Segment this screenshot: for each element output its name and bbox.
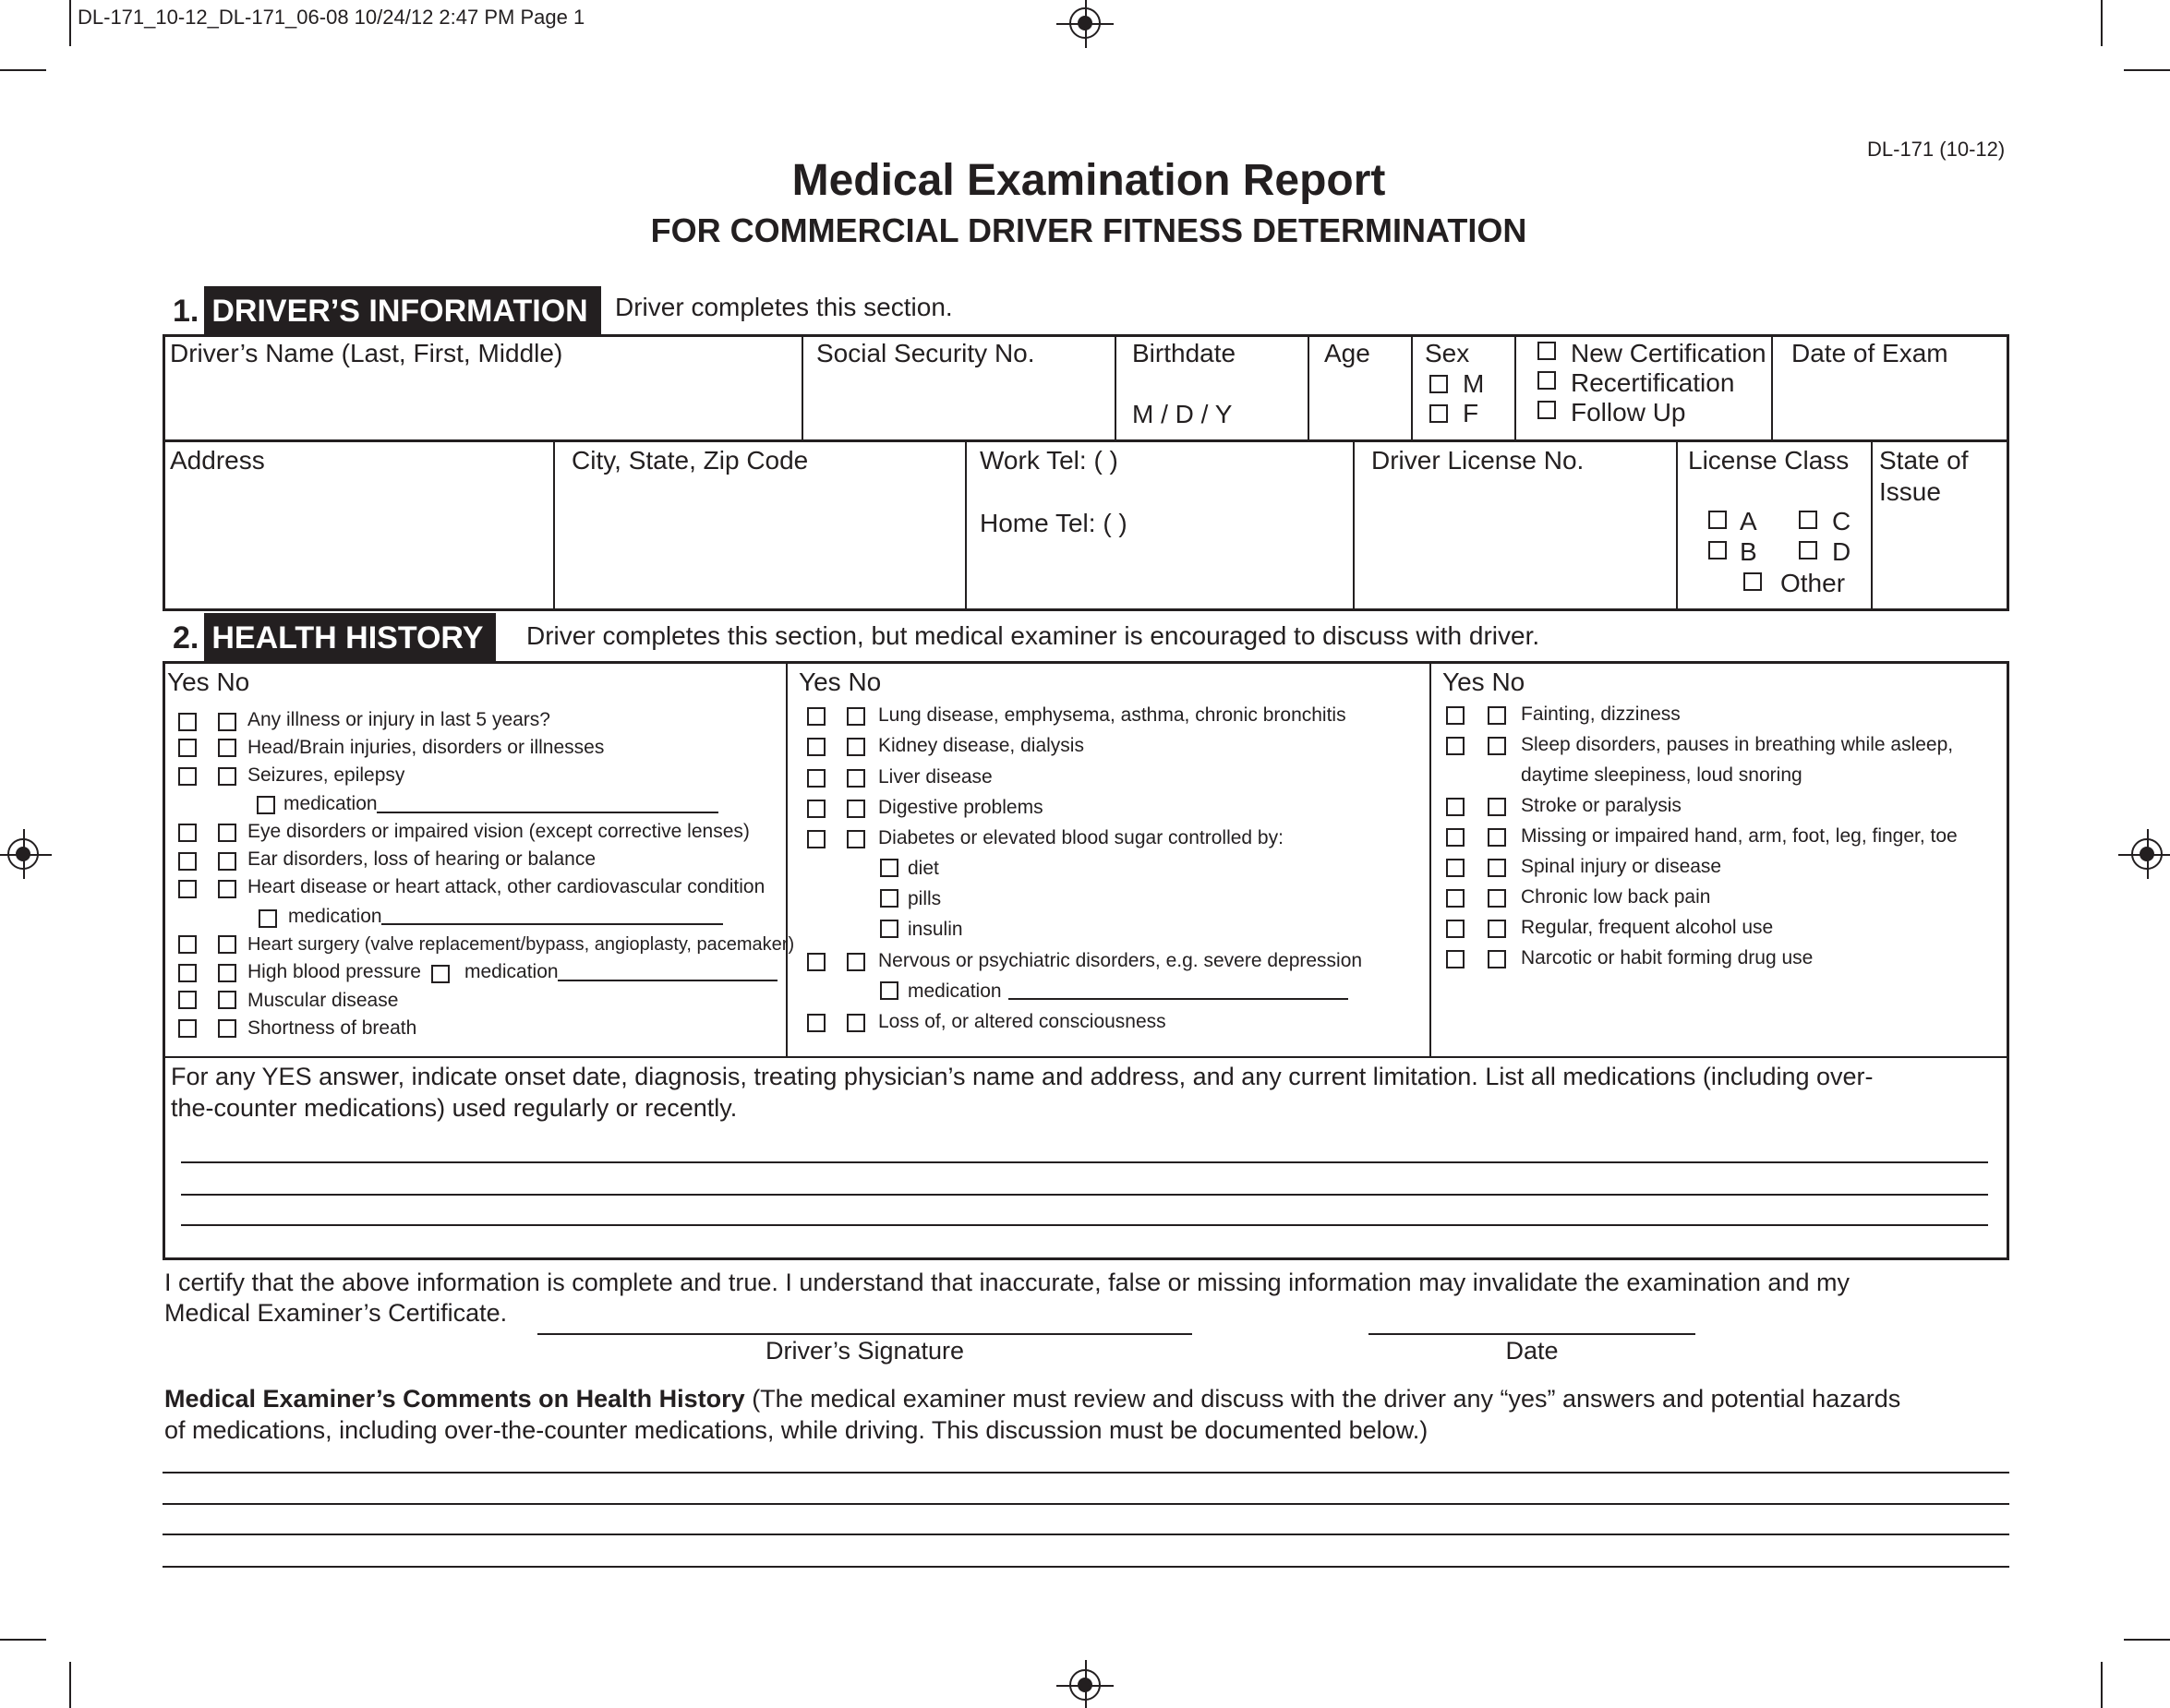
crop-mark	[69, 0, 71, 46]
divider	[1411, 334, 1413, 439]
yes-checkbox[interactable]	[1446, 889, 1465, 908]
medication-checkbox[interactable]	[259, 909, 277, 928]
sex-label: Sex	[1425, 339, 1470, 367]
birthdate-field[interactable]: Birthdate	[1132, 339, 1236, 367]
no-checkbox[interactable]	[1488, 889, 1506, 908]
divider	[163, 439, 2009, 442]
yes-checkbox[interactable]	[178, 852, 197, 871]
follow-up-label: Follow Up	[1571, 398, 1686, 427]
yes-checkbox[interactable]	[1446, 950, 1465, 968]
certification-text-2: Medical Examiner’s Certificate.	[164, 1299, 508, 1327]
medication-line[interactable]	[381, 923, 723, 925]
section2-title: HEALTH HISTORY	[211, 620, 484, 656]
section2-header	[163, 613, 496, 663]
divider	[1429, 661, 1431, 1057]
date-label: Date	[1505, 1337, 1559, 1365]
birthdate-format: M / D / Y	[1132, 400, 1233, 428]
no-checkbox[interactable]	[218, 964, 236, 982]
no-checkbox[interactable]	[847, 769, 865, 788]
form-number: DL-171 (10-12)	[1867, 138, 2006, 161]
section1-title: DRIVER’S INFORMATION	[211, 294, 588, 329]
address-field[interactable]: Address	[170, 446, 265, 475]
divider	[553, 439, 555, 611]
no-checkbox[interactable]	[847, 707, 865, 726]
comments-line[interactable]	[163, 1472, 2009, 1473]
no-checkbox[interactable]	[847, 800, 865, 818]
no-checkbox[interactable]	[1488, 798, 1506, 816]
question-label: Eye disorders or impaired vision (except corrective lenses)	[247, 821, 750, 842]
yes-checkbox[interactable]	[807, 830, 826, 848]
crop-mark	[0, 1639, 46, 1641]
pills-label: pills	[908, 888, 942, 909]
question-label: Regular, frequent alcohol use	[1521, 917, 1774, 938]
yes-checkbox[interactable]	[1446, 798, 1465, 816]
new-certification-checkbox[interactable]	[1537, 342, 1556, 360]
yes-checkbox[interactable]	[807, 953, 826, 971]
certification-text: I certify that the above information is complete and true. I understand that inaccurate, false or missing information may invalidate the examination and my	[164, 1269, 1850, 1296]
medication-checkbox[interactable]	[431, 965, 450, 983]
recertification-checkbox[interactable]	[1537, 371, 1556, 390]
home-tel-field[interactable]: Home Tel: ( )	[980, 509, 1127, 537]
divider	[1353, 439, 1355, 611]
question-label: Loss of, or altered consciousness	[878, 1011, 1166, 1032]
no-checkbox[interactable]	[847, 1014, 865, 1032]
no-checkbox[interactable]	[1488, 950, 1506, 968]
yes-checkbox[interactable]	[1446, 920, 1465, 938]
medication-checkbox[interactable]	[880, 981, 898, 1000]
no-checkbox[interactable]	[218, 1019, 236, 1038]
divider	[163, 1056, 2009, 1058]
comments-line[interactable]	[163, 1534, 2009, 1535]
examiner-comments-heading	[164, 1383, 1900, 1414]
question-label: Kidney disease, dialysis	[878, 735, 1084, 756]
class-c-label: C	[1832, 507, 1851, 535]
question-label: Heart surgery (valve replacement/bypass, angioplasty, pacemaker)	[247, 934, 795, 955]
section2-number: 2.	[163, 613, 204, 663]
state-of-issue-field[interactable]: State of	[1879, 446, 1969, 475]
drivers-name-field[interactable]: Driver’s Name (Last, First, Middle)	[170, 339, 563, 367]
section1-header	[163, 286, 601, 336]
question-label: Seizures, epilepsy	[247, 764, 405, 786]
class-a-checkbox[interactable]	[1708, 511, 1727, 529]
no-checkbox[interactable]	[218, 739, 236, 757]
no-checkbox[interactable]	[218, 824, 236, 842]
yes-checkbox[interactable]	[807, 769, 826, 788]
sex-m-label: M	[1463, 369, 1485, 398]
no-checkbox[interactable]	[1488, 828, 1506, 847]
medication-line[interactable]	[558, 980, 778, 981]
class-b-label: B	[1740, 537, 1757, 566]
divider	[1771, 334, 1773, 439]
medication-line[interactable]	[377, 812, 718, 813]
page-subtitle: FOR COMMERCIAL DRIVER FITNESS DETERMINATION	[650, 211, 1527, 249]
yes-answer-instructions-2: the-counter medications) used regularly or recently.	[171, 1094, 738, 1122]
yes-checkbox[interactable]	[1446, 828, 1465, 847]
sex-f-label: F	[1463, 399, 1479, 427]
medication-line[interactable]	[1008, 998, 1348, 1000]
question-label: Any illness or injury in last 5 years?	[247, 709, 550, 730]
pills-checkbox[interactable]	[880, 889, 898, 908]
insulin-checkbox[interactable]	[880, 920, 898, 938]
yes-answer-instructions: For any YES answer, indicate onset date, diagnosis, treating physician’s name and address, and any current limitation. List all medications (including over-	[171, 1063, 1874, 1090]
comments-line[interactable]	[163, 1503, 2009, 1505]
divider	[965, 439, 967, 611]
medication-label: medication	[288, 906, 382, 927]
class-d-checkbox[interactable]	[1799, 541, 1817, 559]
no-checkbox[interactable]	[847, 738, 865, 756]
crop-mark	[0, 69, 46, 71]
registration-mark	[1069, 1669, 1101, 1701]
examiner-comments-title: Medical Examiner’s Comments on Health History	[164, 1385, 745, 1413]
yes-no-header: Yes No	[799, 668, 882, 696]
divider	[1115, 334, 1116, 439]
yes-checkbox[interactable]	[178, 767, 197, 786]
yes-checkbox[interactable]	[178, 739, 197, 757]
crop-mark	[2101, 1662, 2103, 1708]
divider	[1871, 439, 1873, 611]
registration-mark	[2131, 838, 2163, 870]
yes-checkbox[interactable]	[178, 964, 197, 982]
question-label: Ear disorders, loss of hearing or balance	[247, 848, 597, 870]
age-field[interactable]: Age	[1324, 339, 1370, 367]
question-label-continued: daytime sleepiness, loud snoring	[1521, 764, 1802, 786]
yes-checkbox[interactable]	[178, 991, 197, 1009]
divider	[1308, 334, 1309, 439]
follow-up-checkbox[interactable]	[1537, 401, 1556, 419]
explanation-line[interactable]	[181, 1161, 1988, 1163]
crop-mark	[2101, 0, 2103, 46]
examiner-comments-text-2: of medications, including over-the-counter medications, while driving. This discussion must be documented below.)	[164, 1416, 1429, 1444]
question-label: Heart disease or heart attack, other cardiovascular condition	[247, 876, 766, 897]
question-label: Missing or impaired hand, arm, foot, leg, finger, toe	[1521, 825, 1958, 847]
no-checkbox[interactable]	[847, 830, 865, 848]
comments-line[interactable]	[163, 1566, 2009, 1568]
class-other-checkbox[interactable]	[1743, 572, 1762, 591]
medication-label: medication	[464, 961, 559, 982]
no-checkbox[interactable]	[1488, 706, 1506, 725]
question-label: Sleep disorders, pauses in breathing while asleep,	[1521, 734, 1954, 755]
no-checkbox[interactable]	[218, 991, 236, 1009]
date-of-exam-field[interactable]: Date of Exam	[1791, 339, 1948, 367]
section1-number: 1.	[163, 286, 204, 336]
question-label: Muscular disease	[247, 990, 399, 1011]
signature-label: Driver’s Signature	[765, 1337, 965, 1365]
yes-checkbox[interactable]	[807, 1014, 826, 1032]
insulin-label: insulin	[908, 919, 963, 940]
diet-label: diet	[908, 858, 939, 879]
registration-mark	[7, 838, 39, 870]
class-a-label: A	[1740, 507, 1757, 535]
yes-no-header: Yes No	[167, 668, 250, 696]
question-label: Head/Brain injuries, disorders or illnesses	[247, 737, 605, 758]
crop-mark	[2124, 1639, 2170, 1641]
question-label: Diabetes or elevated blood sugar controlled by:	[878, 827, 1284, 848]
yes-checkbox[interactable]	[178, 935, 197, 954]
question-label: Lung disease, emphysema, asthma, chronic bronchitis	[878, 704, 1346, 726]
no-checkbox[interactable]	[218, 852, 236, 871]
license-class-label: License Class	[1688, 446, 1850, 475]
class-c-checkbox[interactable]	[1799, 511, 1817, 529]
ssn-field[interactable]: Social Security No.	[816, 339, 1035, 367]
medication-label: medication	[908, 980, 1002, 1002]
no-checkbox[interactable]	[1488, 920, 1506, 938]
question-label: Liver disease	[878, 766, 993, 788]
state-of-issue-label-2: Issue	[1879, 477, 1941, 506]
question-label: Stroke or paralysis	[1521, 795, 1682, 816]
question-label: Nervous or psychiatric disorders, e.g. severe depression	[878, 950, 1363, 971]
no-checkbox[interactable]	[218, 767, 236, 786]
yes-checkbox[interactable]	[807, 738, 826, 756]
question-label: Spinal injury or disease	[1521, 856, 1722, 877]
crop-mark	[69, 1662, 71, 1708]
page-title: Medical Examination Report	[791, 156, 1386, 205]
yes-checkbox[interactable]	[1446, 737, 1465, 755]
yes-checkbox[interactable]	[178, 713, 197, 731]
class-d-label: D	[1832, 537, 1851, 566]
yes-checkbox[interactable]	[178, 880, 197, 898]
yes-checkbox[interactable]	[807, 707, 826, 726]
section2-note: Driver completes this section, but medical examiner is encouraged to discuss with driver.	[526, 621, 1540, 650]
question-label: Narcotic or habit forming drug use	[1521, 947, 1814, 968]
new-certification-label: New Certification	[1571, 339, 1766, 367]
question-label: Shortness of breath	[247, 1017, 417, 1039]
explanation-line[interactable]	[181, 1194, 1988, 1196]
recertification-label: Recertification	[1571, 368, 1735, 397]
divider	[1676, 439, 1678, 611]
no-checkbox[interactable]	[218, 880, 236, 898]
crop-mark	[2124, 69, 2170, 71]
print-header: DL-171_10-12_DL-171_06-08 10/24/12 2:47 PM Page 1	[78, 6, 585, 29]
yes-checkbox[interactable]	[178, 1019, 197, 1038]
yes-no-header: Yes No	[1442, 668, 1525, 696]
question-label: Chronic low back pain	[1521, 886, 1711, 908]
question-label: Digestive problems	[878, 797, 1043, 818]
no-checkbox[interactable]	[218, 713, 236, 731]
medication-label: medication	[283, 793, 378, 814]
no-checkbox[interactable]	[218, 935, 236, 954]
class-other-label: Other	[1780, 569, 1846, 597]
registration-mark	[1069, 7, 1101, 39]
driver-license-no-field[interactable]: Driver License No.	[1371, 446, 1585, 475]
explanation-line[interactable]	[181, 1224, 1988, 1226]
sex-m-checkbox[interactable]	[1429, 375, 1448, 393]
work-tel-field[interactable]: Work Tel: ( )	[980, 446, 1118, 475]
no-checkbox[interactable]	[847, 953, 865, 971]
yes-checkbox[interactable]	[1446, 706, 1465, 725]
divider	[802, 334, 803, 439]
yes-checkbox[interactable]	[1446, 859, 1465, 877]
yes-checkbox[interactable]	[178, 824, 197, 842]
divider	[1514, 334, 1516, 439]
section1-note: Driver completes this section.	[615, 293, 953, 321]
sex-f-checkbox[interactable]	[1429, 404, 1448, 423]
diet-checkbox[interactable]	[880, 859, 898, 877]
question-label: Fainting, dizziness	[1521, 704, 1681, 725]
divider	[786, 661, 788, 1057]
class-b-checkbox[interactable]	[1708, 541, 1727, 559]
medication-checkbox[interactable]	[257, 796, 275, 814]
yes-checkbox[interactable]	[807, 800, 826, 818]
question-label: High blood pressure	[247, 961, 421, 982]
city-state-zip-field[interactable]: City, State, Zip Code	[572, 446, 809, 475]
examiner-comments-text: (The medical examiner must review and discuss with the driver any “yes” answers and potential hazards	[744, 1385, 1901, 1413]
no-checkbox[interactable]	[1488, 737, 1506, 755]
no-checkbox[interactable]	[1488, 859, 1506, 877]
